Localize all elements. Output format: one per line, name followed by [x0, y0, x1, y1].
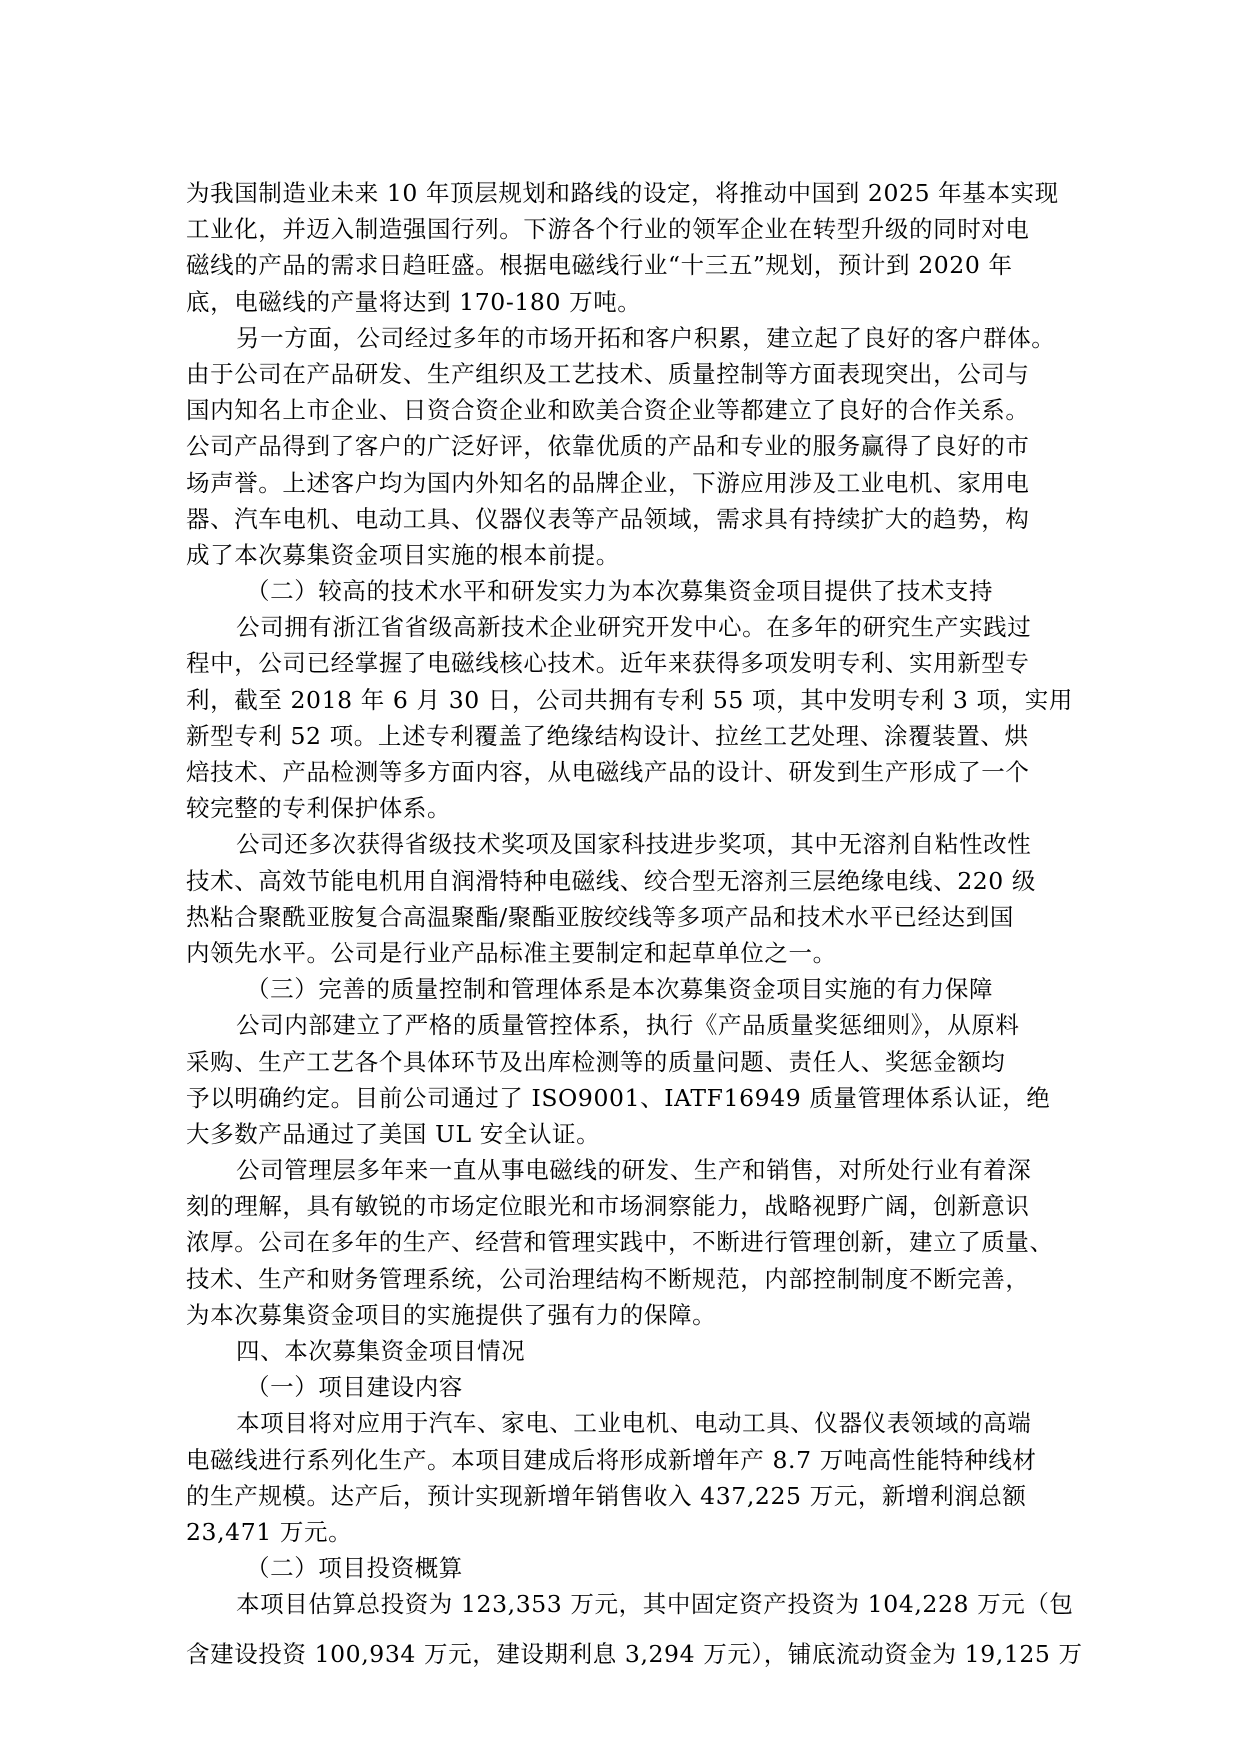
text-line: 为本次募集资金项目的实施提供了强有力的保障。 [186, 1300, 717, 1329]
text-line: 电磁线进行系列化生产。本项目建成后将形成新增年产 8.7 万吨高性能特种线材 [186, 1445, 1037, 1474]
text-line: 23,471 万元。 [186, 1517, 353, 1546]
paragraph-start-line: 另一方面，公司经过多年的市场开拓和客户积累，建立起了良好的客户群体。 [236, 323, 1056, 352]
text-line: 工业化，并迈入制造强国行列。下游各个行业的领军企业在转型升级的同时对电 [186, 215, 1030, 244]
section-heading: （一）项目建设内容 [246, 1373, 463, 1402]
section-heading: （二）项目投资概算 [246, 1554, 463, 1583]
paragraph-start-line: 本项目估算总投资为 123,353 万元，其中固定资产投资为 104,228 万元（包 [236, 1590, 1074, 1619]
text-line: 由于公司在产品研发、生产组织及工艺技术、质量控制等方面表现突出，公司与 [186, 359, 1030, 388]
text-line: 内领先水平。公司是行业产品标准主要制定和起草单位之一。 [186, 938, 837, 967]
text-line: 含建设投资 100,934 万元，建设期利息 3,294 万元），铺底流动资金为 19,125 万 [186, 1639, 1083, 1668]
text-line: 浓厚。公司在多年的生产、经营和管理实践中，不断进行管理创新，建立了质量、 [186, 1228, 1054, 1257]
paragraph-start-line: 公司内部建立了严格的质量管控体系，执行《产品质量奖惩细则》，从原料 [236, 1011, 1020, 1040]
text-line: 磁线的产品的需求日趋旺盛。根据电磁线行业“十三五”规划，预计到 2020 年 [186, 251, 1013, 280]
chapter-heading: 四、本次募集资金项目情况 [236, 1337, 526, 1365]
text-line: 器、汽车电机、电动工具、仪器仪表等产品领域，需求具有持续扩大的趋势，构 [186, 504, 1030, 533]
text-line: 场声誉。上述客户均为国内外知名的品牌企业，下游应用涉及工业电机、家用电 [186, 468, 1030, 497]
text-line: 为我国制造业未来 10 年顶层规划和路线的设定，将推动中国到 2025 年基本实现 [186, 179, 1059, 207]
section-heading: （三）完善的质量控制和管理体系是本次募集资金项目实施的有力保障 [246, 975, 994, 1004]
text-line: 技术、生产和财务管理系统，公司治理结构不断规范，内部控制制度不断完善， [186, 1264, 1030, 1293]
text-line: 刻的理解，具有敏锐的市场定位眼光和市场洞察能力，战略视野广阔，创新意识 [186, 1192, 1030, 1221]
text-line: 成了本次募集资金项目实施的根本前提。 [186, 540, 620, 569]
text-line: 采购、生产工艺各个具体环节及出库检测等的质量问题、责任人、奖惩金额均 [186, 1047, 1006, 1076]
text-line: 新型专利 52 项。上述专利覆盖了绝缘结构设计、拉丝工艺处理、涂覆装置、烘 [186, 721, 1029, 750]
text-line: 公司产品得到了客户的广泛好评，依靠优质的产品和专业的服务赢得了良好的市 [186, 432, 1030, 461]
text-line: 大多数产品通过了美国 UL 安全认证。 [186, 1119, 601, 1148]
text-line: 的生产规模。达产后，预计实现新增年销售收入 437,225 万元，新增利润总额 [186, 1481, 1027, 1510]
text-line: 程中，公司已经掌握了电磁线核心技术。近年来获得多项发明专利、实用新型专 [186, 649, 1030, 678]
document-page [186, 175, 1083, 1681]
text-line: 利，截至 2018 年 6 月 30 日，公司共拥有专利 55 项，其中发明专利 3 项，实用 [186, 685, 1073, 714]
text-line: 焙技术、产品检测等多方面内容，从电磁线产品的设计、研发到生产形成了一个 [186, 758, 1030, 786]
text-line: 底，电磁线的产量将达到 170-180 万吨。 [186, 287, 642, 316]
text-line: 热粘合聚酰亚胺复合高温聚酯/聚酯亚胺绞线等多项产品和技术水平已经达到国 [186, 902, 1014, 931]
paragraph-start-line: 公司拥有浙江省省级高新技术企业研究开发中心。在多年的研究生产实践过 [236, 613, 1032, 642]
section-heading: （二）较高的技术水平和研发实力为本次募集资金项目提供了技术支持 [246, 577, 994, 606]
paragraph-start-line: 公司管理层多年来一直从事电磁线的研发、生产和销售，对所处行业有着深 [236, 1156, 1032, 1185]
text-line: 较完整的专利保护体系。 [186, 794, 452, 823]
paragraph-start-line: 公司还多次获得省级技术奖项及国家科技进步奖项，其中无溶剂自粘性改性 [236, 830, 1032, 859]
text-line: 国内知名上市企业、日资合资企业和欧美合资企业等都建立了良好的合作关系。 [186, 396, 1030, 425]
text-line: 技术、高效节能电机用自润滑特种电磁线、绞合型无溶剂三层绝缘电线、220 级 [186, 866, 1037, 895]
paragraph-start-line: 本项目将对应用于汽车、家电、工业电机、电动工具、仪器仪表领域的高端 [236, 1409, 1032, 1438]
text-line: 予以明确约定。目前公司通过了 ISO9001、IATF16949 质量管理体系认证，绝 [186, 1083, 1051, 1112]
